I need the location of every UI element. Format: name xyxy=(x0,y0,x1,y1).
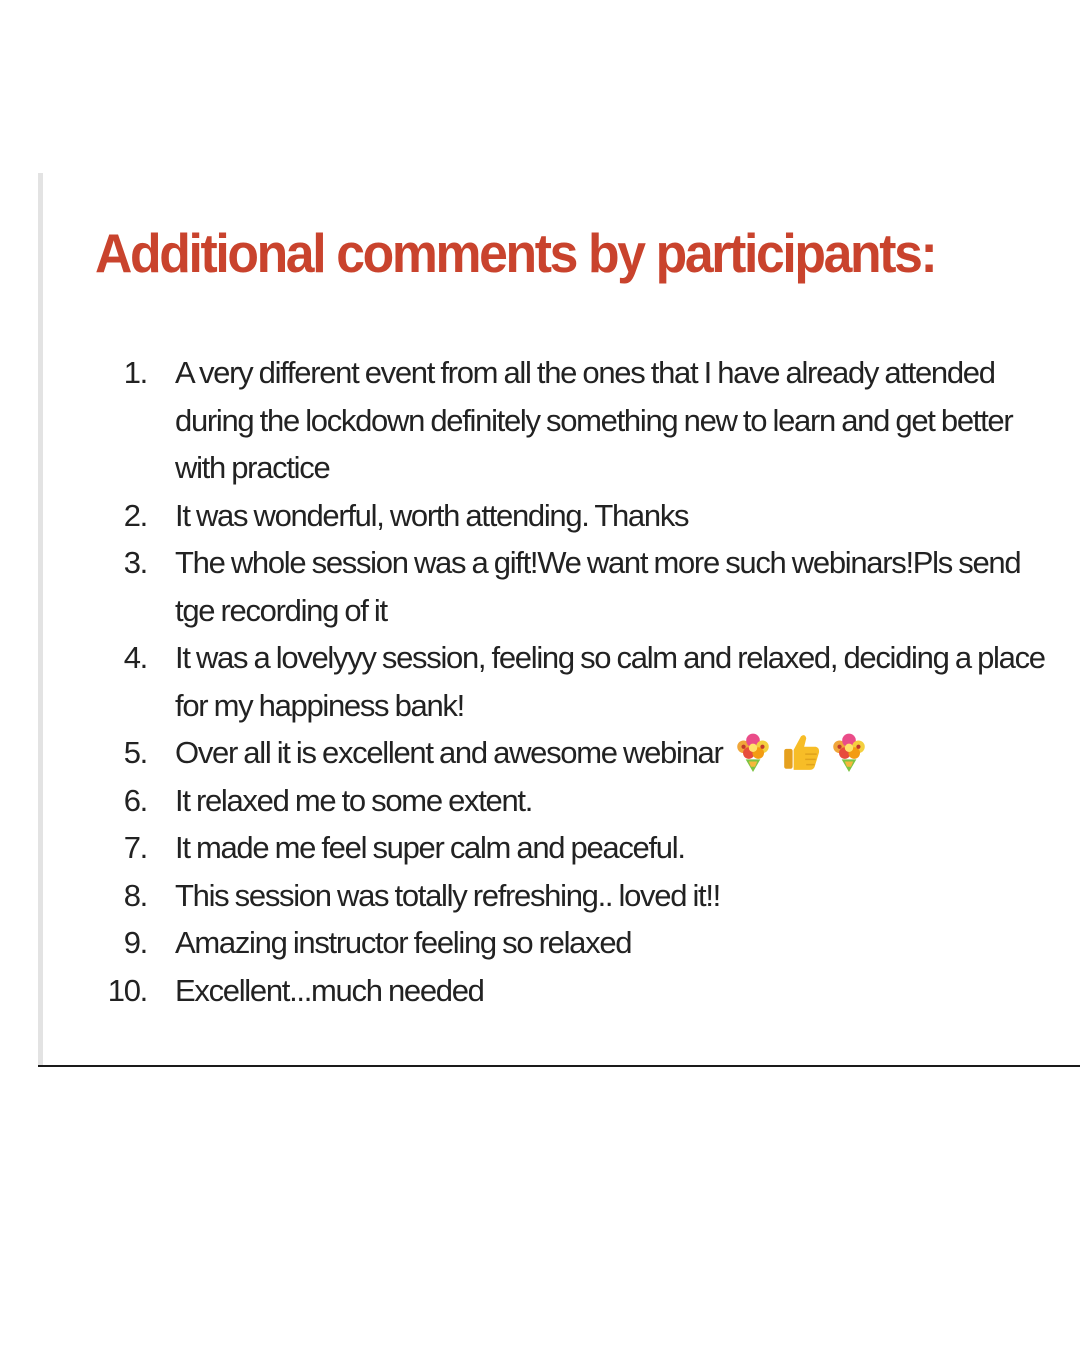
item-text: It was wonderful, worth attending. Thanks xyxy=(175,497,689,533)
comment-list xyxy=(83,349,1043,1014)
item-number: 6. xyxy=(123,782,147,818)
list-item xyxy=(83,967,1043,1015)
item-text-with-emojis xyxy=(175,729,1045,777)
item-text: A very different event from all the ones that I have already attended during the lockdown definitely something new to learn and get better with practice xyxy=(175,355,1013,485)
list-item xyxy=(83,872,1043,920)
thumbs-up-icon xyxy=(780,731,822,773)
item-number: 7. xyxy=(123,830,147,865)
list-item xyxy=(83,492,1043,540)
bouquet-icon xyxy=(732,731,774,773)
page-title: Additional comments by participants: xyxy=(95,222,936,284)
item-number: 4. xyxy=(123,640,147,675)
item-text: It was a lovelyyy session, feeling so calm and relaxed, deciding a place for my happiness bank! xyxy=(175,640,1045,723)
list-item xyxy=(83,729,1043,777)
emoji-group xyxy=(732,731,870,773)
item-number: 10. xyxy=(107,972,147,1008)
item-number: 2. xyxy=(123,497,147,533)
item-text: It made me feel super calm and peaceful. xyxy=(175,830,685,865)
list-item xyxy=(83,919,1043,967)
list-item xyxy=(83,539,1043,634)
item-number: 1. xyxy=(123,355,147,390)
item-text: Amazing instructor feeling so relaxed xyxy=(175,925,632,960)
bouquet-icon xyxy=(828,731,870,773)
item-text: It relaxed me to some extent. xyxy=(175,782,533,818)
item-text: Excellent...much needed xyxy=(175,972,484,1008)
comments-slide xyxy=(38,173,1080,1066)
list-item xyxy=(83,777,1043,825)
list-item xyxy=(83,634,1043,729)
item-text: This session was totally refreshing.. loved it!! xyxy=(175,877,720,913)
item-number: 8. xyxy=(123,877,147,913)
list-item xyxy=(83,824,1043,872)
item-number: 5. xyxy=(123,735,147,770)
item-number: 3. xyxy=(123,545,147,580)
bottom-divider xyxy=(38,1065,1080,1067)
list-item xyxy=(83,349,1043,492)
item-text: The whole session was a gift!We want more such webinars!Pls send tge recording of it xyxy=(175,545,1021,628)
item-number: 9. xyxy=(123,925,147,960)
item-text: Over all it is excellent and awesome webinar xyxy=(175,735,723,770)
